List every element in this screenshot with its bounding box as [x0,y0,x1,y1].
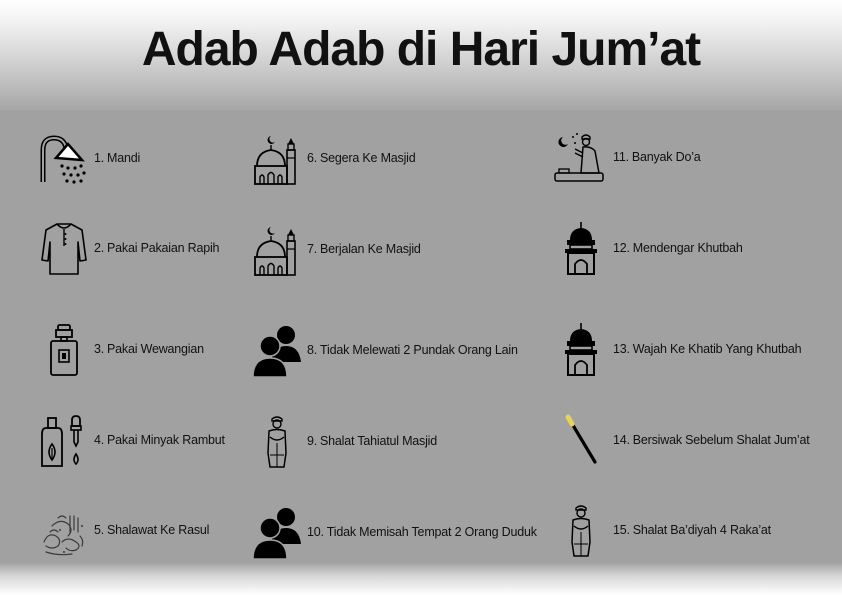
item-number: 4. [94,433,105,447]
page-title: Adab Adab di Hari Jum’at [141,23,701,76]
people-icon [251,504,303,560]
item-label: Pakai Minyak Rambut [107,433,225,447]
mimbar-icon [553,220,609,276]
item-number: 11. [613,150,629,164]
perfume-icon [38,321,90,377]
robe-icon [38,220,90,276]
praying-man-icon [251,413,303,469]
item-label: Bersiwak Sebelum Shalat Jum’at [632,433,810,447]
item-number: 15. [613,523,630,537]
siwak-icon [553,412,609,468]
item-label: Shalat Tahiatul Masjid [320,434,437,448]
praying-person-icon [553,129,609,185]
item-label: Wajah Ke Khatib Yang Khutbah [632,342,802,356]
mosque-icon [251,130,303,186]
item-label: Pakai Wewangian [107,342,204,356]
list-item-tidak-melewati [251,320,518,380]
list-item-wajah-khatib [553,319,801,379]
list-item-shalawat [38,500,209,560]
list-item-bersiwak [553,410,810,470]
item-number: 13. [613,342,630,356]
item-label: Shalat Ba’diyah 4 Raka’at [632,523,771,537]
list-item-banyak-doa [553,127,701,187]
footer-background [0,562,842,595]
list-item-badiyah [553,500,771,560]
item-label: Mandi [107,151,141,165]
item-number: 1. [94,151,105,165]
item-number: 9. [307,434,318,448]
item-label: Tidak Melewati 2 Pundak Orang Lain [320,343,518,357]
mimbar-icon [553,321,609,377]
item-label: Shalawat Ke Rasul [107,523,210,537]
item-number: 12. [613,241,630,255]
list-item-tahiatul-masjid [251,411,437,471]
item-number: 14. [613,433,630,447]
item-label: Tidak Memisah Tempat 2 Orang Duduk [326,525,537,539]
calligraphy-icon [38,502,90,558]
list-item-berjalan-masjid [251,219,421,279]
list-item-pakaian [38,218,219,278]
list-item-minyak [38,410,225,470]
item-label: Berjalan Ke Masjid [320,242,421,256]
item-number: 10. [307,525,324,539]
item-label: Segera Ke Masjid [320,151,416,165]
praying-man-icon [553,502,609,558]
people-icon [251,322,303,378]
mosque-icon [251,221,303,277]
item-number: 7. [307,242,318,256]
item-number: 5. [94,523,105,537]
item-number: 8. [307,343,318,357]
item-label: Banyak Do’a [631,150,701,164]
list-item-segera-masjid [251,128,416,188]
shower-icon [38,130,90,186]
list-item-wewangian [38,319,204,379]
list-item-tidak-memisah [251,502,537,562]
list-item-mendengar-khutbah [553,218,743,278]
item-number: 6. [307,151,318,165]
item-label: Pakai Pakaian Rapih [107,241,220,255]
item-label: Mendengar Khutbah [632,241,743,255]
item-number: 3. [94,342,105,356]
item-number: 2. [94,241,105,255]
oil-bottle-icon [38,412,90,468]
list-item-mandi [38,128,140,188]
